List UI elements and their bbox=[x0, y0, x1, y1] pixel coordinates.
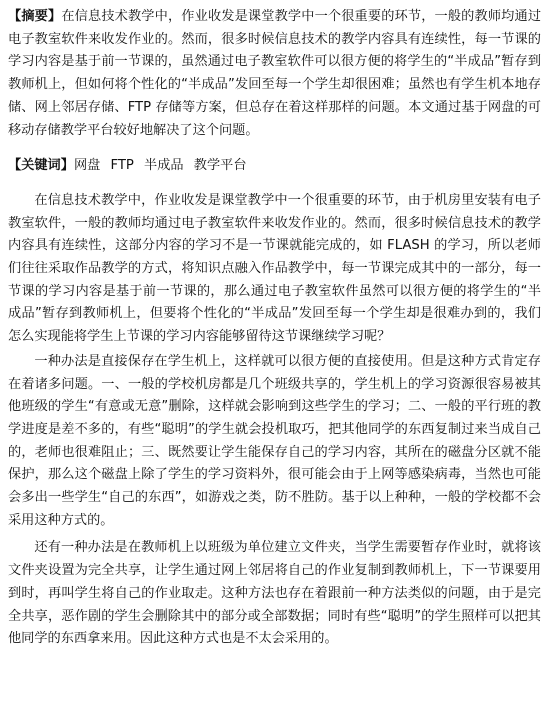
abstract-label: 【摘要】 bbox=[8, 9, 62, 24]
body-paragraph-2: 一种办法是直接保存在学生机上，这样就可以很方便的直接使用。但是这种方式肯定存在着诸多问题。一、一般的学校机房都是几个班级共享的，学生机上的学习资源很容易被其他班级的学生“有意或无意”删除，这样就会影响到这些学生的学习；二、一般的平行班的教学进度是差不多的，有些“聪明”的学生就会投机取巧，把其他同学的东西复制过来当成自己的，老师也很难阻止；三、既然要让学生能保存自己的学习内容，其所在的磁盘分区就不能保护，那么这个磁盘上除了学生的学习资料外，很可能会由于上网等感染病毒，当然也可能会多出一些学生“自己的东西”，如游戏之类，防不胜防。基于以上种种，一般的学校都不会采用这种方式的。 bbox=[8, 353, 541, 528]
keywords-label: 【关键词】 bbox=[8, 158, 74, 174]
keywords-text: 网盘 FTP 半成品 教学平台 bbox=[73, 158, 247, 174]
abstract-text: 在信息技术教学中，作业收发是课堂教学中一个很重要的环节，一般的教师均通过电子教室软件来收发作业的。然而，很多时候信息技术的教学内容具有连续性，每一节课的学习内容是基于前一节课的，虽然通过电子教室软件可以很方便的将学生的“半成品”暂存到教师机上，但如何将个性化的“半成品”发回至每一个学生却很困难；虽然也有学生机本地存储、网上邻居存储、FTP 存储等方案，但总存在着这样那样的问题。本文通过基于网盘的可移动存储教学平台较好地解决了这个问题。 bbox=[8, 9, 542, 138]
abstract-paragraph bbox=[8, 6, 541, 142]
body-paragraph-1: 在信息技术教学中，作业收发是课堂教学中一个很重要的环节，由于机房里安装有电子教室软件，一般的教师均通过电子教室软件来收发作业的。然而，很多时候信息技术的教学内容具有连续性，这部分内容的学习不是一节课就能完成的，如 FLASH 的学习，所以老师们往往采取作品教学的方式，将知识点融入作品教学中，每一节课完成其中的一部分，每一节课的学习内容是基于前一节课的，那么通过电子教室软件虽然可以很方便的将学生的“半成品”暂存到教师机上，但要将个性化的“半成品”发回至每一个学生却是很难办到的，我们怎么实现能将学生上节课的学习内容能够留待这节课继续学习呢？ bbox=[8, 192, 541, 345]
body-paragraph-3: 还有一种办法是在教师机上以班级为单位建立文件夹，当学生需要暂存作业时，就将该文件夹设置为完全共享，让学生通过网上邻居将自己的作业复制到教师机上，下一节课要用到时，再叫学生将自己的作业取走。这种方法也存在着跟前一种方法类似的问题，由于是完全共享，恶作剧的学生会删除其中的部分或全部数据；同时有些“聪明”的学生照样可以把其他同学的东西拿来用。因此这种方式也是不太会采用的。 bbox=[8, 540, 541, 647]
keywords-paragraph bbox=[8, 155, 541, 178]
